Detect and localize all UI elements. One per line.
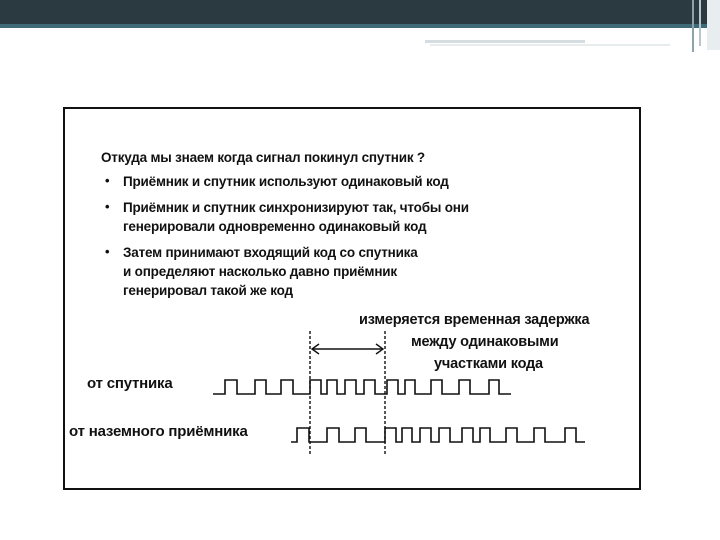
- delay-note-line-3: участками кода: [434, 356, 543, 372]
- bullet-2-line-1: Приёмник и спутник синхронизируют так, чтобы они: [123, 200, 469, 215]
- receiver-code-waveform: [291, 428, 585, 442]
- satellite-signal-label: от спутника: [87, 375, 173, 392]
- corner-bar: [707, 0, 720, 50]
- bullet-marker: •: [105, 244, 110, 259]
- bullet-3-line-3: генерировал такой же код: [123, 283, 293, 298]
- header-stripe: [430, 44, 670, 46]
- corner-bar: [699, 0, 701, 46]
- satellite-code-waveform: [213, 380, 511, 394]
- bullet-marker: •: [105, 199, 110, 214]
- delay-note-line-1: измеряется временная задержка: [359, 312, 590, 328]
- figure-title: Откуда мы знаем когда сигнал покинул спутник ?: [101, 150, 425, 165]
- receiver-signal-label: от наземного приёмника: [69, 423, 248, 440]
- bullet-2-line-2: генерировали одновременно одинаковый код: [123, 219, 427, 234]
- header-stripes: [0, 0, 720, 60]
- bullet-3-line-2: и определяют насколько давно приёмник: [123, 264, 397, 279]
- corner-bar: [692, 0, 694, 52]
- header-stripe: [425, 40, 585, 43]
- corner-decoration: [692, 0, 720, 60]
- delay-note-line-2: между одинаковыми: [411, 334, 559, 350]
- bullet-3-line-1: Затем принимают входящий код со спутника: [123, 245, 418, 260]
- code-signals-diagram: [65, 109, 639, 488]
- bullet-1-line-1: Приёмник и спутник используют одинаковый код: [123, 174, 449, 189]
- bullet-marker: •: [105, 173, 110, 188]
- scanned-figure: [63, 107, 641, 490]
